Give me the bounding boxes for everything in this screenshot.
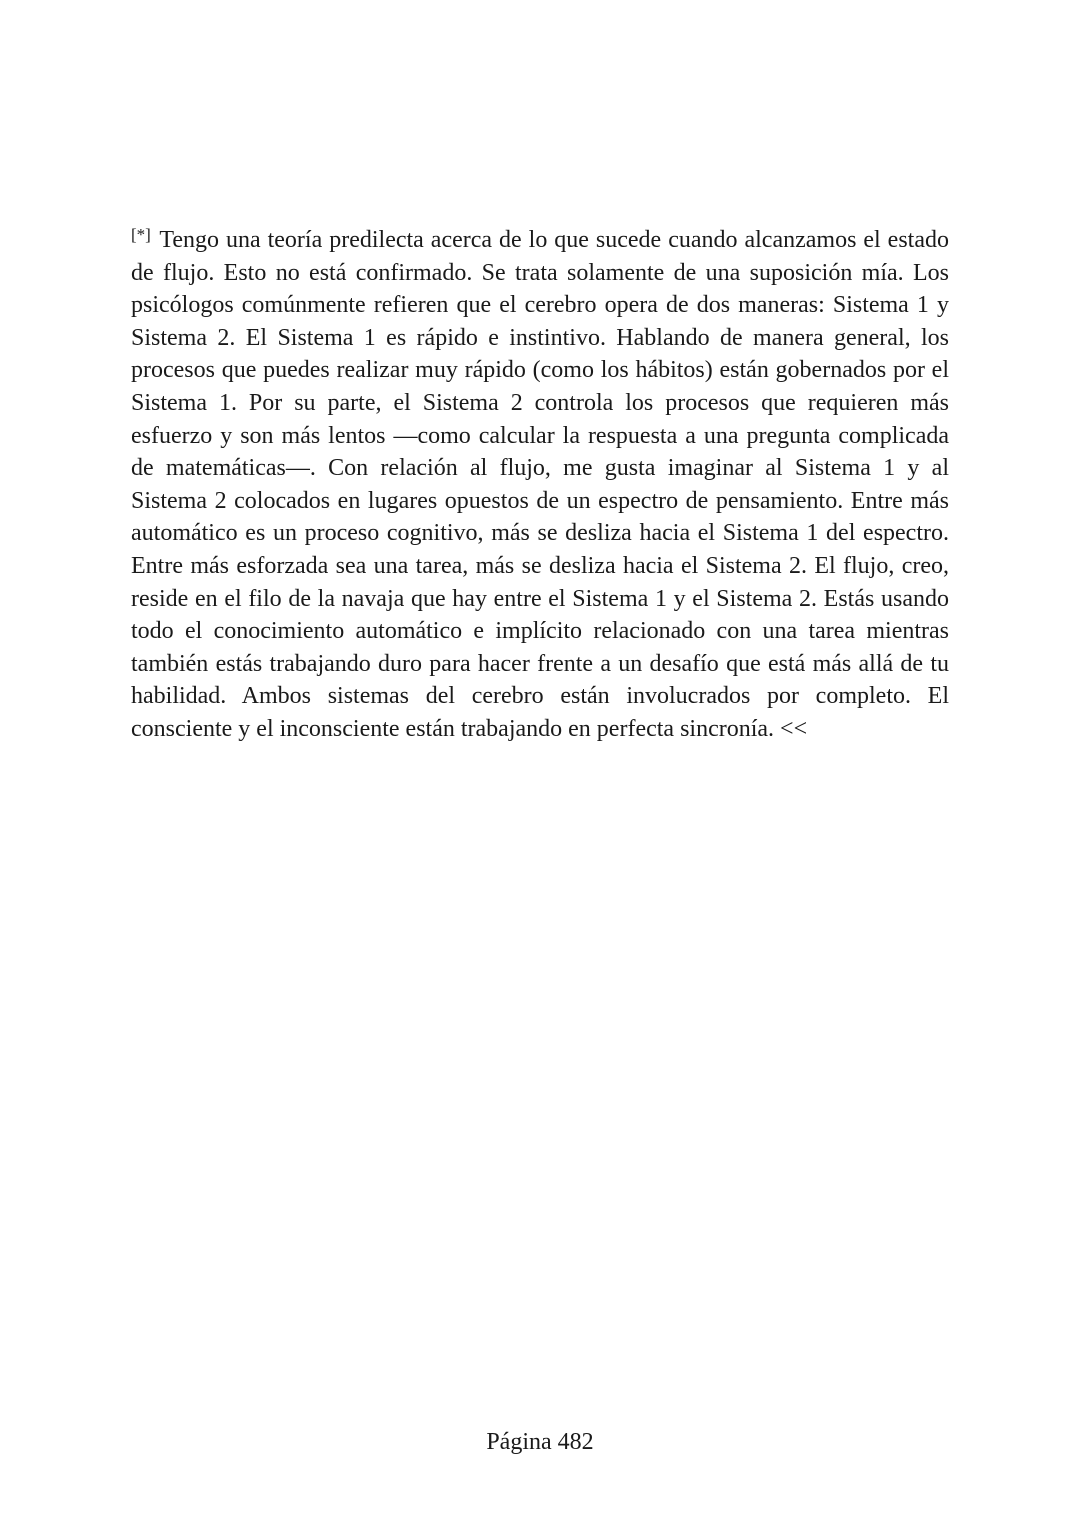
footnote-backlink[interactable]: << [780, 715, 808, 742]
footnote-paragraph [131, 224, 949, 746]
page-number: Página 482 [486, 1429, 594, 1455]
footnote-marker: [*] [131, 225, 151, 244]
footnote-text: Tengo una teoría predilecta acerca de lo que sucede cuando alcanzamos el estado de flujo. Esto no está confirmado. Se trata solamente de una suposición mía. Los psicólogos comúnmente refieren que el cerebro opera de dos maneras: Sistema 1 y Sistema 2. El Sistema 1 es rápido e instintivo. Hablando de manera general, los procesos que puedes realizar muy rápido (como los hábitos) están gobernados por el Sistema 1. Por su parte, el Sistema 2 controla los procesos que requieren más esfuerzo y son más lentos —como calcular la respuesta a una pregunta complicada de matemáticas—. Con relación al flujo, me gusta imaginar al Sistema 1 y al Sistema 2 colocados en lugares opuestos de un espectro de pensamiento. Entre más automático es un proceso cognitivo, más se desliza hacia el Sistema 1 del espectro. Entre más esforzada sea una tarea, más se desliza hacia el Sistema 2. El flujo, creo, reside en el filo de la navaja que hay entre el Sistema 1 y el Sistema 2. Estás usando todo el conocimiento automático e implícito relacionado con una tarea mientras también estás trabajando duro para hacer frente a un desafío que está más allá de tu habilidad. Ambos sistemas del cerebro están involucrados por completo. El consciente y el inconsciente están trabajando en perfecta sincronía. [131, 227, 949, 742]
